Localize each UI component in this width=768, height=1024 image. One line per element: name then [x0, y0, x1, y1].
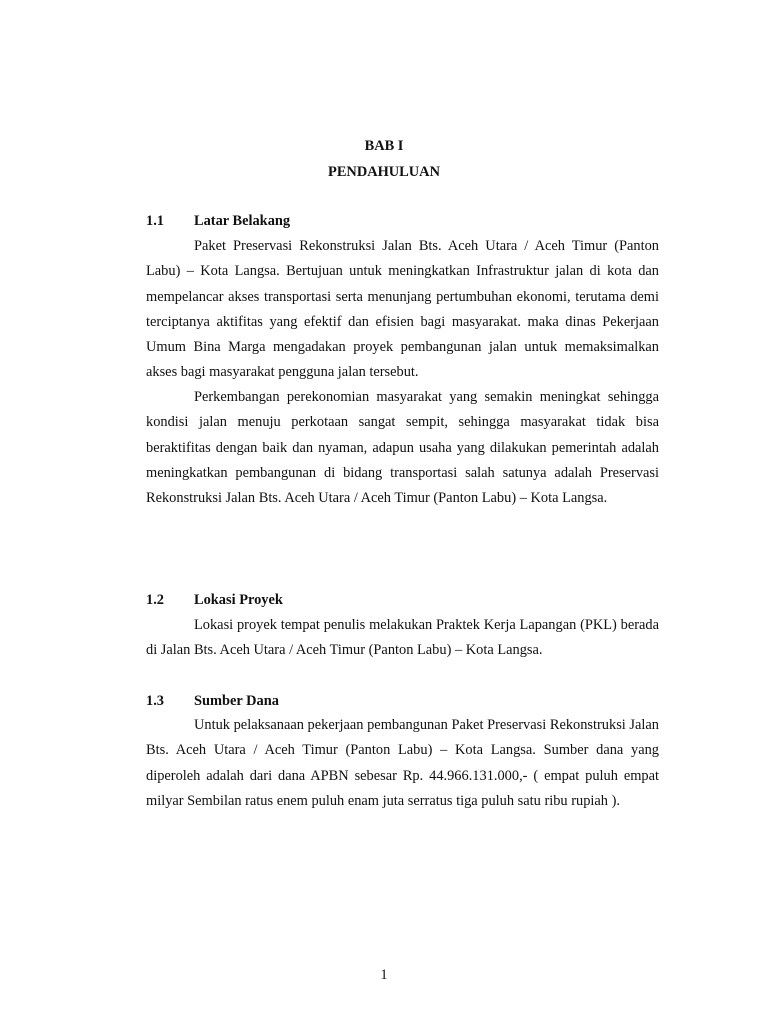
paragraph-lokasi-proyek: Lokasi proyek tempat penulis melakukan Praktek Kerja Lapangan (PKL) berada di Jalan Bts. Aceh Utara / Aceh Timur (Panton Labu) – Kota Langsa. [146, 617, 659, 659]
section-number: 1.1 [146, 213, 164, 229]
page-number: 1 [380, 967, 388, 983]
paragraph-latar-belakang-2: Perkembangan perekonomian masyarakat yang semakin meningkat sehingga kondisi jalan menuju perkotaan sangat sempit, sehingga masyarakat tidak bisa beraktifitas dengan baik dan nyaman, adapun usaha yang dilakukan pemerintah adalah meningkatkan pembangunan di bidang transportasi salah satunya adalah Preservasi Rekonstruksi Jalan Bts. Aceh Utara / Aceh Timur (Panton Labu) – Kota Langsa. [146, 389, 659, 507]
section-number: 1.2 [146, 592, 164, 608]
section-title: Latar Belakang [194, 213, 291, 229]
section-heading-sumber-dana [146, 692, 279, 710]
paragraph-latar-belakang-1: Paket Preservasi Rekonstruksi Jalan Bts. Aceh Utara / Aceh Timur (Panton Labu) – Kota Langsa. Bertujuan untuk meningkatkan Infrastruktur jalan di kota dan mempelancar akses transportasi serta menunjang pertumbuhan ekonomi, terutama demi terciptanya aktifitas yang efektif dan efisien bagi masyarakat. maka dinas Pekerjaan Umum Bina Marga mengadakan proyek pembangunan jalan untuk memaksimalkan akses bagi masyarakat pengguna jalan tersebut. [146, 238, 659, 381]
section-heading-latar-belakang [146, 212, 290, 230]
chapter-label: BAB I [364, 138, 404, 154]
section-title: Sumber Dana [194, 693, 279, 709]
section-heading-lokasi-proyek [146, 591, 283, 609]
section-title: Lokasi Proyek [194, 592, 283, 608]
chapter-title: PENDAHULUAN [328, 164, 440, 180]
section-number: 1.3 [146, 693, 164, 709]
paragraph-sumber-dana: Untuk pelaksanaan pekerjaan pembangunan Paket Preservasi Rekonstruksi Jalan Bts. Aceh Utara / Aceh Timur (Panton Labu) – Kota Langsa. Sumber dana yang diperoleh adalah dari dana APBN sebesar Rp. 44.966.131.000,- ( empat puluh empat milyar Sembilan ratus enem puluh enam juta serratus tiga puluh satu ribu rupiah ). [146, 717, 659, 809]
